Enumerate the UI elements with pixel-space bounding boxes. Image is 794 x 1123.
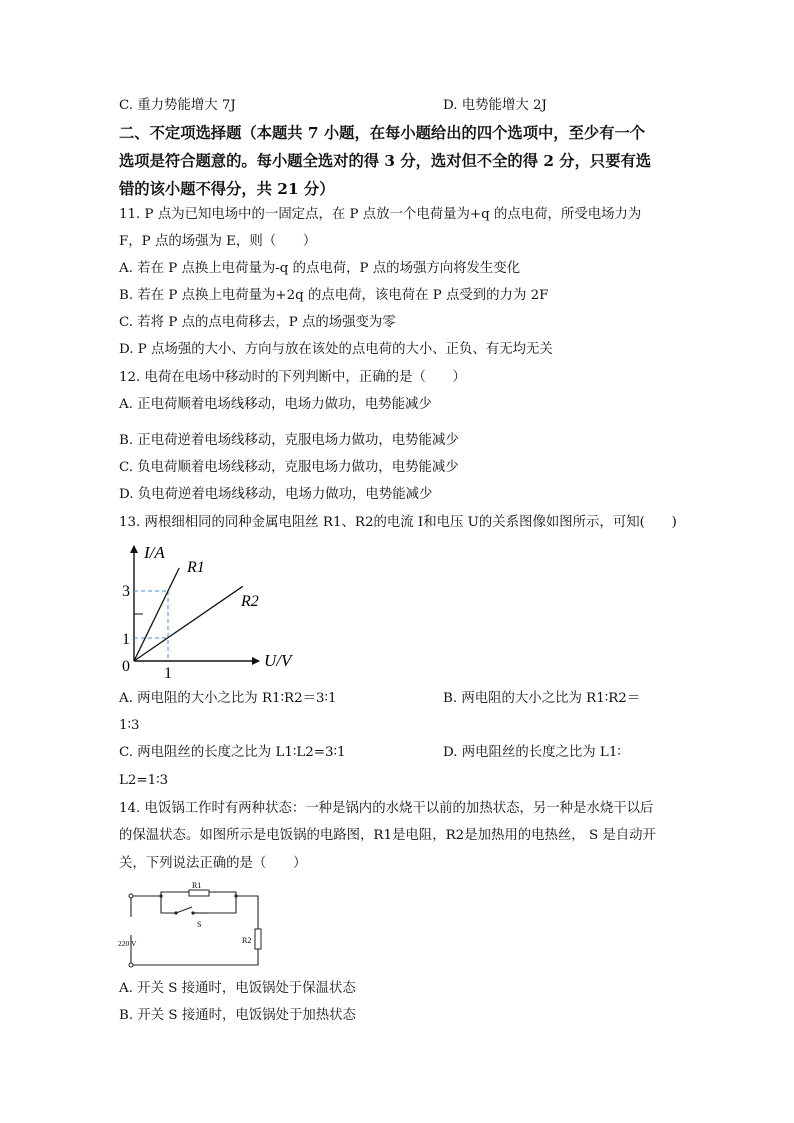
q11-stem-line-1: 11. P 点为已知电场中的一固定点，在 P 点放一个电荷量为+q 的点电荷，所受电场力为 (119, 207, 642, 222)
q13-option-a: A. 两电阻的大小之比为 R1∶R2＝3∶1 (119, 691, 337, 706)
q11-stem-line-2: F，P 点的场强为 E，则（ ） (119, 234, 317, 249)
q14-stem-line-3: 关，下列说法正确的是（ ） (119, 856, 307, 871)
series-r2-line (134, 586, 243, 661)
q14-option-b: B. 开关 S 接通时，电饭锅处于加热状态 (119, 1008, 356, 1023)
q13-option-b: B. 两电阻的大小之比为 R1∶R2＝ (443, 691, 641, 706)
q14-stem-line-1: 14. 电饭锅工作时有两种状态：一种是锅内的水烧干以前的加热状态，另一种是水烧干以后 (119, 801, 654, 816)
x-axis-label: U/V (264, 651, 292, 670)
y-tick-label-1: 1 (122, 631, 130, 648)
resistor-r1 (189, 890, 209, 896)
q12-option-d: D. 负电荷逆着电场线移动，电场力做功，电势能减少 (119, 487, 433, 502)
q14-stem-line-2: 的保温状态。如图所示是电饭锅的电路图，R1是电阻，R2是加热用的电热丝， S 是自动开 (119, 828, 656, 843)
section-heading-line-3: 错的该小题不得分，共 21 分） (119, 180, 335, 198)
q14-option-a: A. 开关 S 接通时，电饭锅处于保温状态 (119, 981, 356, 996)
origin-label: 0 (122, 658, 130, 675)
q13-option-d-cont: L2=1∶3 (119, 773, 169, 788)
q11-option-b: B. 若在 P 点换上电荷量为+2q 的点电荷，该电荷在 P 点受到的力为 2F (119, 288, 549, 303)
resistor-r2 (255, 929, 261, 949)
series-r2-label: R2 (241, 593, 259, 610)
switch-s (176, 907, 192, 913)
q11-option-a: A. 若在 P 点换上电荷量为-q 的点电荷，P 点的场强方向将发生变化 (119, 261, 521, 276)
q12-option-c: C. 负电荷顺着电场线移动，克服电场力做功，电势能减少 (119, 460, 459, 475)
q13-option-d: D. 两电阻丝的长度之比为 L1∶ (443, 745, 621, 760)
q12-option-b: B. 正电荷逆着电场线移动，克服电场力做功，电势能减少 (119, 433, 459, 448)
circuit-switch-label: S (197, 920, 202, 929)
y-axis-label: I/A (144, 543, 165, 562)
q13-option-c: C. 两电阻丝的长度之比为 L1∶L2=3∶1 (119, 745, 346, 760)
q11-option-d: D. P 点场强的大小、方向与放在该处的点电荷的大小、正负、有无均无关 (119, 342, 553, 357)
y-tick-label-3: 3 (122, 583, 130, 600)
q10-option-d: D. 电势能增大 2J (443, 98, 547, 113)
q13-stem: 13. 两根细相同的同种金属电阻丝 R1、R2的电流 I和电压 U的关系图像如图所示，可知( ) (119, 515, 677, 530)
section-heading-line-2: 选项是符合题意的。每小题全选对的得 3 分，选对但不全的得 2 分，只要有选 (119, 152, 652, 170)
circuit-voltage-label: 220 V (118, 939, 137, 948)
q12-option-a: A. 正电荷顺着电场线移动，电场力做功，电势能减少 (119, 397, 432, 412)
circuit-r1-label: R1 (192, 881, 202, 890)
q12-stem: 12. 电荷在电场中移动时的下列判断中，正确的是（ ） (119, 370, 466, 385)
x-tick-label-1: 1 (164, 665, 172, 682)
q11-option-c: C. 若将 P 点的点电荷移去，P 点的场强变为零 (119, 315, 396, 330)
section-heading-line-1: 二、不定项选择题（本题共 7 小题，在每小题给出的四个选项中，至少有一个 (119, 124, 646, 142)
q10-option-c: C. 重力势能增大 7J (119, 98, 236, 113)
circuit-r2-label: R2 (242, 936, 252, 945)
circuit-diagram (116, 878, 272, 970)
iu-graph (115, 540, 300, 684)
q13-option-b-cont: 1∶3 (119, 718, 140, 733)
series-r1-label: R1 (187, 559, 205, 576)
